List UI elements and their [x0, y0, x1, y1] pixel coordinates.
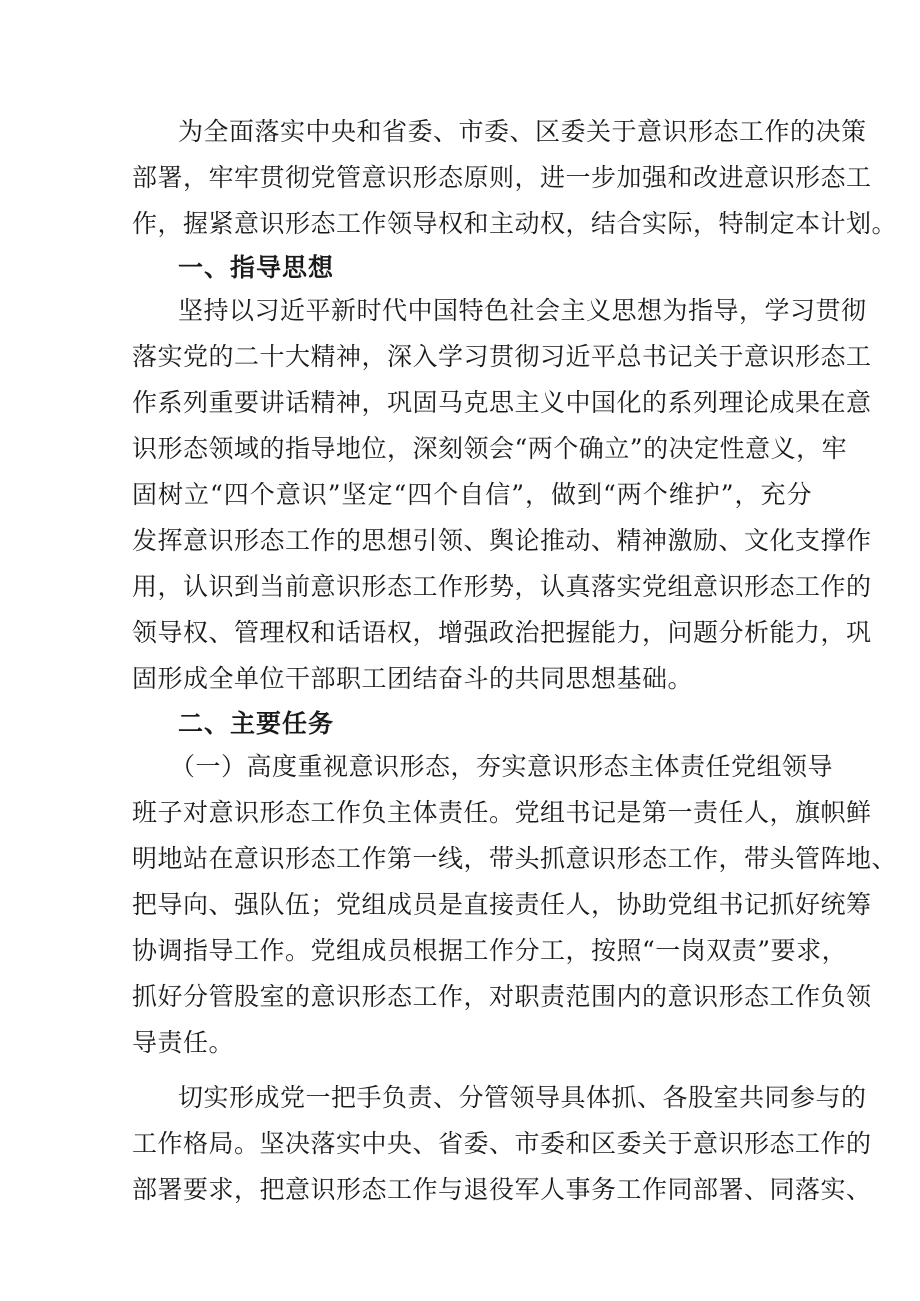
intro-line-1: 为全面落实中央和省委、市委、区委关于意识形态工作的决策 — [178, 117, 867, 146]
section2-para1-line-2: 班子对意识形态工作负主体责任。党组书记是第一责任人，旗帜鲜 — [132, 798, 872, 827]
section2-para2-line-2: 工作格局。坚决落实中央、省委、市委和区委关于意识形态工作的 — [132, 1129, 872, 1158]
intro-line-3: 作，握紧意识形态工作领导权和主动权，结合实际，特制定本计划。 — [132, 209, 898, 238]
section2-para2-line-1: 切实形成党一把手负责、分管领导具体抓、各股室共同参与的 — [178, 1083, 867, 1112]
intro-line-2: 部署，牢牢贯彻党管意识形态原则，进一步加强和改进意识形态工 — [132, 163, 872, 192]
section1-line-9: 固形成全单位干部职工团结奋斗的共同思想基础。 — [132, 664, 694, 693]
section1-line-6: 发挥意识形态工作的思想引领、舆论推动、精神激励、文化支撑作 — [132, 526, 872, 555]
section1-line-8: 领导权、管理权和话语权，增强政治把握能力，问题分析能力，巩 — [132, 618, 872, 647]
section1-line-7: 用，认识到当前意识形态工作形势，认真落实党组意识形态工作的 — [132, 572, 872, 601]
section1-line-3: 作系列重要讲话精神，巩固马克思主义中国化的系列理论成果在意 — [132, 388, 872, 417]
section1-line-4: 识形态领域的指导地位，深刻领会“两个确立”的决定性意义，牢 — [132, 434, 848, 463]
section1-line-2: 落实党的二十大精神，深入学习贯彻习近平总书记关于意识形态工 — [132, 342, 872, 371]
section2-para2-line-3: 部署要求，把意识形态工作与退役军人事务工作同部署、同落实、 — [132, 1175, 872, 1204]
section2-para1-line-6: 抓好分管股室的意识形态工作，对职责范围内的意识形态工作负领 — [132, 982, 872, 1011]
section-heading-guiding-thought: 一、指导思想 — [178, 253, 335, 282]
section2-para1-line-3: 明地站在意识形态工作第一线，带头抓意识形态工作，带头管阵地、 — [132, 844, 898, 873]
section1-line-1: 坚持以习近平新时代中国特色社会主义思想为指导，学习贯彻 — [178, 296, 867, 325]
section-heading-main-tasks: 二、主要任务 — [178, 709, 335, 738]
section2-para1-line-1: （一）高度重视意识形态，夯实意识形态主体责任党组领导 — [170, 752, 834, 781]
section2-para1-line-7: 导责任。 — [132, 1028, 235, 1057]
section1-line-5: 固树立“四个意识”坚定“四个自信”，做到“两个维护”，充分 — [132, 480, 812, 509]
section2-para1-line-5: 协调指导工作。党组成员根据工作分工，按照“一岗双责”要求， — [132, 936, 848, 965]
section2-para1-line-4: 把导向、强队伍；党组成员是直接责任人，协助党组书记抓好统筹 — [132, 890, 872, 919]
